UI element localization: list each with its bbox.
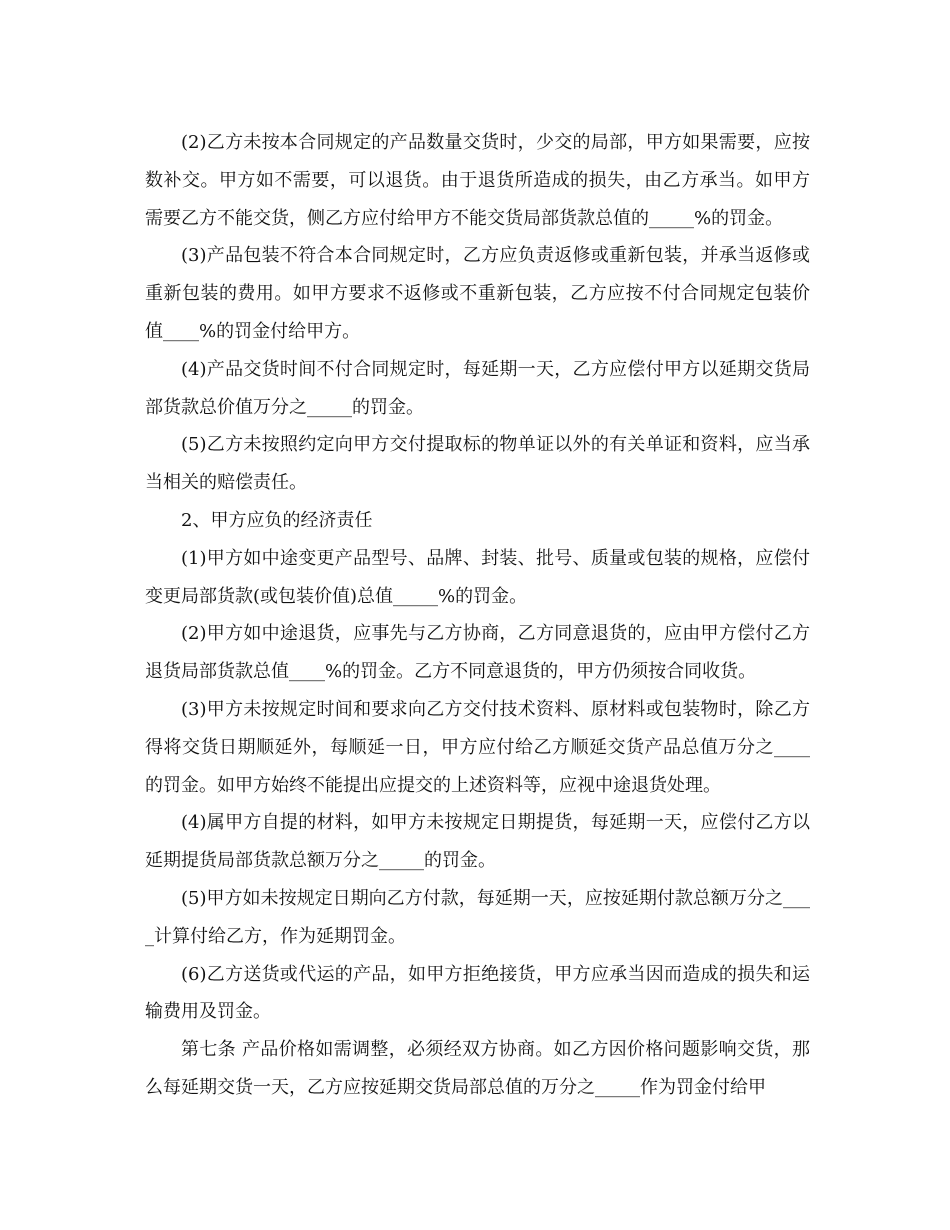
paragraph-a6-refusal: (6)乙方送货或代运的产品，如甲方拒绝接货，甲方应承当因而造成的损失和运输费用及罚金。 — [145, 963, 810, 1023]
paragraph-2-shortage: (2)乙方未按本合同规定的产品数量交货时，少交的局部，甲方如果需要，应按数补交。甲方如不需要，可以退货。由于退货所造成的损失，由乙方承当。如甲方需要乙方不能交货，侧乙方应付给甲方不能交货局部货款总值的_____%的罚金。 — [145, 132, 810, 229]
paragraph-a4-pickup: (4)属甲方自提的材料，如甲方未按规定日期提货，每延期一天，应偿付乙方以延期提货局部货款总额万分之_____的罚金。 — [145, 812, 810, 872]
paragraph-a2-return: (2)甲方如中途退货，应事先与乙方协商，乙方同意退货的，应由甲方偿付乙方退货局部货款总值____%的罚金。乙方不同意退货的，甲方仍须按合同收货。 — [145, 623, 810, 683]
document-body — [145, 124, 810, 1107]
paragraph-5-documents: (5)乙方未按照约定向甲方交付提取标的物单证以外的有关单证和资料，应当承当相关的赔偿责任。 — [145, 434, 810, 494]
article-7-price: 第七条 产品价格如需调整，必须经双方协商。如乙方因价格问题影响交货，那么每延期交货一天，乙方应按延期交货局部总值的万分之_____作为罚金付给甲 — [145, 1039, 810, 1098]
section-heading-party-a: 2、甲方应负的经济责任 — [181, 509, 373, 531]
paragraph-3-packaging: (3)产品包装不符合本合同规定时，乙方应负责返修或重新包装，并承当返修或重新包装的费用。如甲方要求不返修或不重新包装，乙方应按不付合同规定包装价值____%的罚金付给甲方。 — [145, 245, 810, 342]
paragraph-4-delay: (4)产品交货时间不付合同规定时，每延期一天，乙方应偿付甲方以延期交货局部货款总价值万分之_____的罚金。 — [145, 358, 810, 418]
paragraph-a3-materials: (3)甲方未按规定时间和要求向乙方交付技术资料、原材料或包装物时，除乙方得将交货日期顺延外，每顺延一日，甲方应付给乙方顺延交货产品总值万分之____的罚金。如甲方始终不能提出应提交的上述资料等，应视中途退货处理。 — [145, 698, 810, 796]
paragraph-a1-change: (1)甲方如中途变更产品型号、品牌、封装、批号、质量或包装的规格，应偿付变更局部货款(或包装价值)总值_____%的罚金。 — [145, 547, 810, 607]
paragraph-a5-payment: (5)甲方如未按规定日期向乙方付款，每延期一天，应按延期付款总额万分之____计算付给乙方，作为延期罚金。 — [145, 887, 810, 947]
